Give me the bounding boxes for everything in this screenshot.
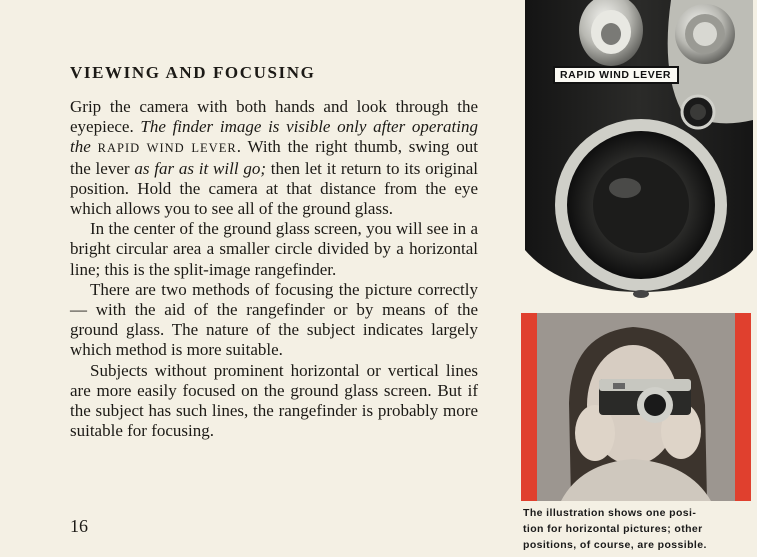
caption-line-3: positions, of course, are possible.: [523, 539, 707, 551]
camera-photo: [521, 0, 757, 300]
p1-text-f: then let it return to its original position. Hold the camera at that distance from the eye which allows you to see all of the ground glass.: [70, 158, 479, 219]
paragraph-1: [70, 97, 478, 219]
rapid-wind-lever-label: RAPID WIND LEVER: [553, 66, 679, 84]
paragraph-4: Subjects without prominent horizontal or vertical lines are more easily focused on the ground glass screen. But if the subject has such lines, the rangefinder is probably more suitable for focusing.: [70, 360, 478, 441]
page-number: 16: [70, 516, 88, 536]
p1-italic-far: as far as it will go;: [134, 158, 266, 178]
paragraph-3: There are two methods of focusing the picture correctly — with the aid of the rangefinder or by means of the ground glass. The nature of the subject indicates largely which method is more suitable.: [70, 279, 478, 360]
photo-caption: [523, 505, 741, 553]
caption-line-1: The illustration shows one posi-: [523, 507, 697, 519]
woman-with-camera-photo: [521, 313, 751, 501]
caption-line-2: tion for horizontal pictures; other: [523, 523, 703, 535]
section-heading: VIEWING AND FOCUSING: [70, 63, 316, 82]
p1-text-a: Grip the camera with both hands and look through the eyepiece.: [70, 97, 478, 137]
body-text: [70, 97, 478, 441]
p1-smallcaps-lever: RAPID WIND LEVER: [97, 141, 237, 156]
p1-italic-finder: The finder image is visible only after operating the: [70, 117, 478, 157]
paragraph-2: In the center of the ground glass screen, you will see in a bright circular area a smaller circle divided by a horizontal line; this is the split-image rangefinder.: [70, 219, 478, 279]
p1-text-d: . With the right thumb, swing out the lever: [70, 137, 478, 178]
